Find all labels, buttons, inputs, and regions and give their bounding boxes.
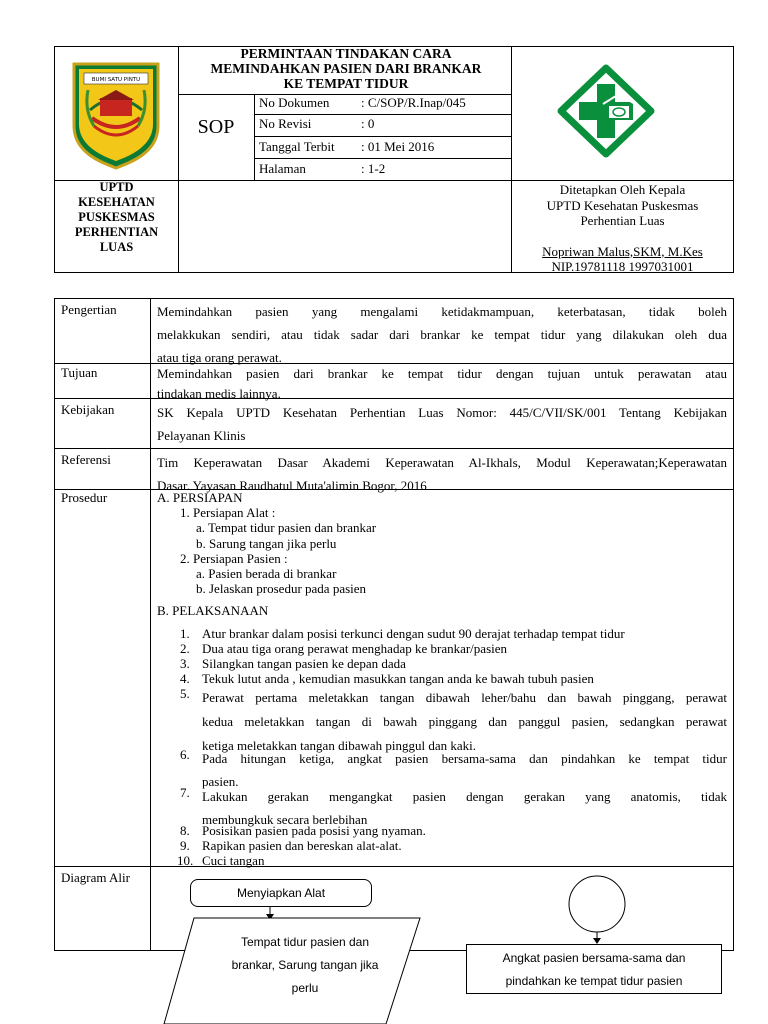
sop-label: SOP: [197, 116, 235, 138]
step-text: Pada hitungan ketiga, angkat pasien bersama-sama dan pindahkan ke tempat tidur pasien.: [202, 751, 727, 789]
puskesmas-logo: [557, 64, 655, 158]
approval-block: Ditetapkan Oleh Kepala UPTD Kesehatan Puskesmas Perhentian Luas Nopriwan Malus,SKM, M.Kes NIP.19781118 1997031001: [511, 182, 734, 275]
tujuan-label: Tujuan: [61, 365, 98, 380]
step-number: 6.: [180, 747, 190, 762]
alat-heading: 1. Persiapan Alat :: [180, 505, 276, 520]
step-number: 10.: [177, 853, 194, 868]
document-title: PERMINTAAN TINDAKAN CARA MEMINDAHKAN PASIEN DARI BRANKAR KE TEMPAT TIDUR: [210, 46, 482, 91]
tujuan-text: Memindahkan pasien dari brankar ke tempat tidur dengan tujuan untuk perawatan atau tindakan medis lainnya.: [157, 366, 727, 401]
flow-data-text: Tempat tidur pasien dan brankar, Sarung tangan jika perlu: [231, 935, 379, 995]
pelaksanaan-heading: B. PELAKSANAAN: [157, 603, 269, 618]
page-value: : 1-2: [361, 161, 386, 176]
step-text: Cuci tangan: [202, 853, 265, 868]
approver-nip: NIP.19781118 1997031001: [551, 259, 694, 274]
kebijakan-text: SK Kepala UPTD Kesehatan Perhentian Luas Nomor: 445/C/VII/SK/001 Tentang Kebijakan Pelayanan Klinis: [157, 405, 727, 443]
issue-date-label: Tanggal Terbit: [259, 139, 335, 154]
pasien-item: b. Jelaskan prosedur pada pasien: [196, 581, 367, 596]
regional-emblem-logo: [70, 60, 162, 170]
step-text: Lakukan gerakan mengangkat pasien dengan gerakan yang anatomis, tidak membungkuk secara berlebihan: [202, 789, 727, 827]
logo-banner-text: BUMI SATU PINTU: [91, 77, 141, 83]
step-number: 1.: [180, 626, 190, 641]
step-text: Tekuk lutut anda , kemudian masukkan tangan anda ke bawah tubuh pasien: [202, 671, 594, 686]
doc-number-value: : C/SOP/R.Inap/045: [361, 95, 466, 110]
step-number: 9.: [180, 838, 190, 853]
step-text: Silangkan tangan pasien ke depan dada: [202, 656, 406, 671]
step-number: 7.: [180, 785, 190, 800]
persiapan-heading: A. PERSIAPAN: [157, 490, 243, 505]
pasien-heading: 2. Persiapan Pasien :: [180, 551, 288, 566]
kebijakan-label: Kebijakan: [61, 402, 115, 417]
step-text: Dua atau tiga orang perawat menghadap ke brankar/pasien: [202, 641, 508, 656]
page-label: Halaman: [259, 161, 306, 176]
flow-start-box: Menyiapkan Alat: [190, 879, 372, 907]
step-text: Rapikan pasien dan bereskan alat-alat.: [202, 838, 402, 853]
pasien-item: a. Pasien berada di brankar: [196, 566, 337, 581]
divider: [254, 94, 255, 180]
divider: [54, 448, 734, 449]
alat-item: b. Sarung tangan jika perlu: [196, 536, 337, 551]
diagram-label: Diagram Alir: [61, 870, 130, 885]
alat-item: a. Tempat tidur pasien dan brankar: [196, 520, 377, 535]
step-number: 3.: [180, 656, 190, 671]
prosedur-label: Prosedur: [61, 490, 108, 505]
doc-number-label: No Dokumen: [259, 95, 330, 110]
issue-date-value: : 01 Mei 2016: [361, 139, 435, 154]
pengertian-label: Pengertian: [61, 302, 117, 317]
step-number: 8.: [180, 823, 190, 838]
divider: [254, 158, 511, 159]
step-text: Posisikan pasien pada posisi yang nyaman.: [202, 823, 426, 838]
referensi-label: Referensi: [61, 452, 111, 467]
revision-value: : 0: [361, 116, 375, 131]
revision-label: No Revisi: [259, 116, 312, 131]
referensi-text: Tim Keperawatan Dasar Akademi Keperawatan Al-Ikhals, Modul Keperawatan;Keperawatan Dasar. Yayasan Raudhatul Muta'alimin Bogor, 2016: [157, 455, 727, 493]
approver-name: Nopriwan Malus,SKM, M.Kes: [542, 243, 703, 259]
pengertian-text: Memindahkan pasien yang mengalami ketidakmampuan, keterbatasan, tidak boleh melakkukan sendiri, atau tidak sadar dari brankar ke tempat tidur yang dilakukan oleh dua atau tiga orang perawat.: [157, 304, 727, 365]
flow-connector-circle: [569, 876, 625, 932]
step-text: Perawat pertama meletakkan tangan dibawah leher/bahu dan bawah pinggang, perawat kedua meletakkan tangan di bawah pinggang dan panggul pasien, sedangkan perawat ketiga meletakkan tangan dibawah pinggul dan kaki.: [202, 690, 727, 753]
divider: [150, 298, 151, 951]
divider: [254, 114, 511, 115]
organization-name: UPTD KESEHATAN PUSKESMAS PERHENTIAN LUAS: [74, 180, 159, 254]
step-number: 4.: [180, 671, 190, 686]
divider: [254, 136, 511, 137]
flow-process-box: Angkat pasien bersama-sama dan pindahkan ke tempat tidur pasien: [466, 944, 722, 994]
step-number: 2.: [180, 641, 190, 656]
step-text: Atur brankar dalam posisi terkunci dengan sudut 90 derajat terhadap tempat tidur: [202, 626, 625, 641]
step-number: 5.: [180, 686, 190, 701]
